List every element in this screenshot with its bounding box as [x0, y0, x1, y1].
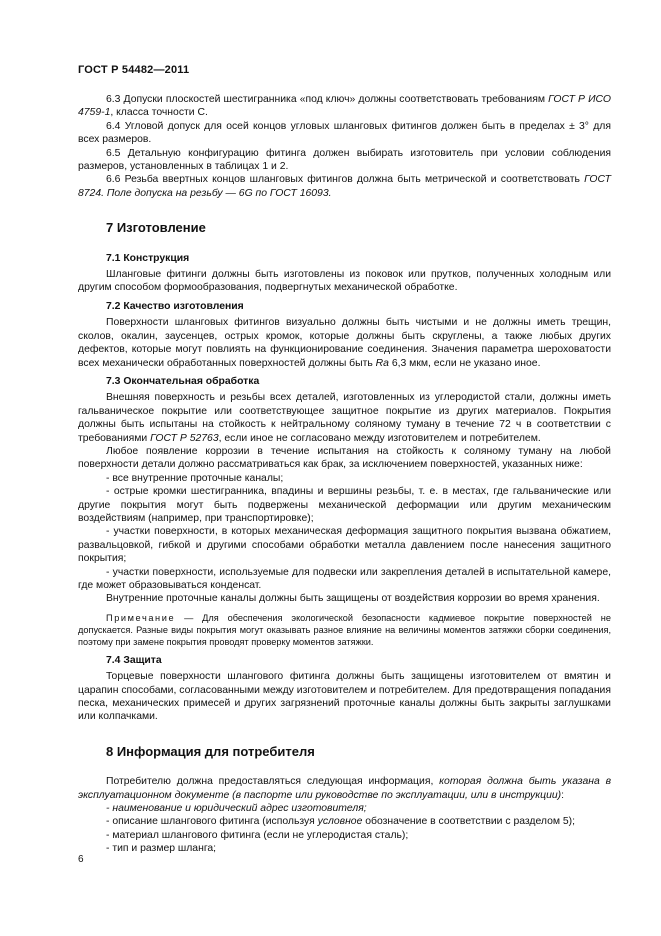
note [78, 612, 611, 648]
clause-8-intro: Потребителю должна предоставляться следующая информация, которая должна быть указана в эксплуатационном документе (в паспорте или руководстве по эксплуатации, или в инструкции): [78, 776, 611, 801]
list-item: - материал шлангового фитинга (если не углеродистая сталь); [106, 829, 409, 841]
list-item: - тип и размер шланга; [106, 843, 217, 855]
note-label: Примечание [106, 612, 176, 623]
section-7-4-heading: 7.4 Защита [106, 654, 162, 666]
list-item: - острые кромки шестигранника, впадины и вершины резьбы, т. е. в местах, где гальванические или другие покрытия могут быть подвержены механической деформации или другим механическим воздействиям (например, при транспортировке); [78, 486, 611, 524]
section-8-heading: 8 Информация для потребителя [106, 743, 315, 759]
clause-7-2: Поверхности шланговых фитингов визуально должны быть чистыми и не должны иметь трещин, сколов, окалин, заусенцев, острых кромок, которые должны быть скруглены, а также любых других дефектов, которые могут повлиять на функционирование соединения. Значения параметра шероховатости всех механически обработанных поверхностей должны быть Ra 6,3 мкм, если не указано иное. [78, 317, 611, 369]
clause-6-5: 6.5 Детальную конфигурацию фитинга должен выбирать изготовитель при условии соблюдения размеров, установленных в таблицах 1 и 2. [78, 147, 611, 173]
clause-6-4: 6.4 Угловой допуск для осей концов угловых шланговых фитингов должен быть в пределах ± 3° для всех размеров. [78, 120, 611, 146]
clause-6-3: 6.3 Допуски плоскостей шестигранника «под ключ» должны соответствовать требованиям ГОСТ Р ИСО 4759-1, класса точности С. [78, 94, 611, 119]
section-7-2-heading: 7.2 Качество изготовления [106, 300, 244, 312]
section-7-1-heading: 7.1 Конструкция [106, 252, 190, 264]
clause-6-6: 6.6 Резьба ввертных концов шланговых фитингов должна быть метрической и соответствовать ГОСТ 8724. Поле допуска на резьбу — 6G по ГОСТ 16093. [78, 174, 611, 199]
document-body [78, 93, 611, 856]
section-7-heading: 7 Изготовление [106, 220, 206, 236]
list-item: - участки поверхности, используемые для подвески или закрепления деталей в испытательной камере, где может образовываться конденсат. [78, 566, 611, 591]
list-item: - описание шлангового фитинга (используя условное обозначение в соответствии с разделом 5); [106, 816, 576, 828]
list-item: - участки поверхности, в которых механическая деформация защитного покрытия вызвана обжатием, развальцовкой, гибкой и другими способами обработки металла давлением после нанесения защитного покрытия; [78, 526, 611, 565]
clause-7-3-b: Любое появление коррозии в течение испытания на стойкость к соляному туману на любой поверхности детали должно рассматриваться как брак, за исключением поверхностей, указанных ниже: [78, 445, 611, 471]
clause-7-1: Шланговые фитинги должны быть изготовлены из поковок или прутков, полученных холодным или другим способом формообразования, подвергнутых механической обработке. [78, 269, 611, 294]
section-7-3-heading: 7.3 Окончательная обработка [106, 375, 260, 387]
note-text: — Для обеспечения экологической безопасности кадмиевое покрытие поверхностей не допускается. Разные виды покрытия могут оказывать разное влияние на величины моментов затяжки сборки соединения, поэтому при замене покрытия проводят проверку моментов затяжки. [78, 612, 611, 647]
page-number: 6 [78, 854, 84, 865]
list-item: - наименование и юридический адрес изготовителя; [106, 803, 367, 815]
clause-7-3-c: Внутренние проточные каналы должны быть защищены от воздействия коррозии во время хранения. [106, 593, 600, 605]
clause-7-4: Торцевые поверхности шлангового фитинга должны быть защищены изготовителем от вмятин и царапин способами, согласованными между изготовителем и потребителем. Для предотвращения попадания песка, механических примесей и других загрязнений проточные каналы должны быть закрыты заглушками или колпачками. [78, 671, 611, 723]
clause-7-3-a: Внешняя поверхность и резьбы всех деталей, изготовленных из углеродистой стали, должны иметь гальваническое покрытие или соответствующее защитное покрытие из других материалов. Покрытия должны быть испытаны на стойкость к нейтральному соляному туману в течение 72 ч в соответствии с требованиями ГОСТ Р 52763, если иное не согласовано между изготовителем и потребителем. [78, 392, 611, 444]
list-item: - все внутренние проточные каналы; [106, 472, 284, 484]
document-header: ГОСТ Р 54482—2011 [78, 64, 190, 76]
